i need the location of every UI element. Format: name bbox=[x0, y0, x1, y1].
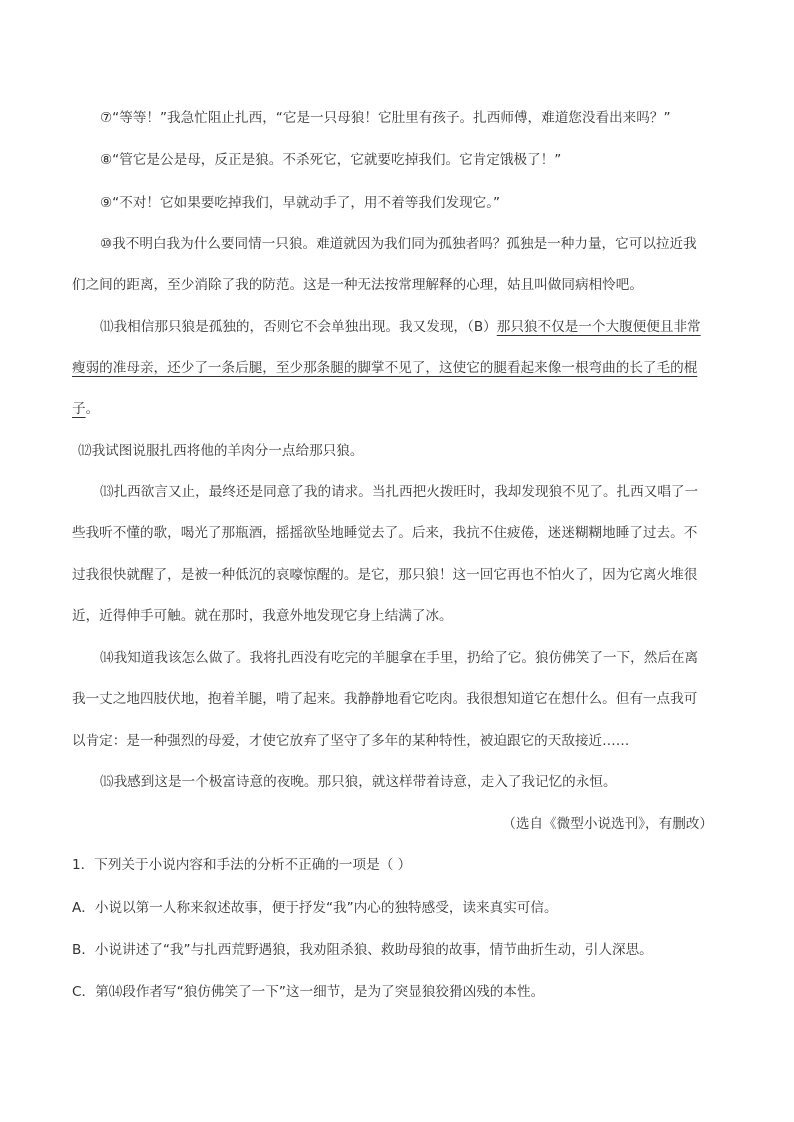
underlined-sentence-b-middle: 瘦弱的准母亲，还少了一条后腿，至少那条腿的脚掌不见了，这使它的腿看起来像一根弯曲的长了毛的棍 bbox=[72, 360, 698, 376]
paragraph-14-line-2: 我一丈之地四肢伏地，抱着羊腿，啃了起来。我静静地看它吃肉。我很想知道它在想什么。但有一点我可 bbox=[72, 691, 698, 707]
paragraph-13-line-2: 些我听不懂的歌，喝光了那瓶酒，摇摇欲坠地睡觉去了。后来，我抗不住疲倦，迷迷糊糊地睡了过去。不 bbox=[72, 525, 698, 541]
paragraph-9: ⑨“不对！它如果要吃掉我们，早就动手了，用不着等我们发现它。” bbox=[100, 195, 501, 211]
option-c: C．第⒁段作者写“狼仿佛笑了一下”这一细节，是为了突显狼狡猾凶残的本性。 bbox=[72, 984, 545, 1000]
paragraph-14-line-1: ⒁我知道我该怎么做了。我将扎西没有吃完的羊腿拿在手里，扔给了它。狼仿佛笑了一下，然后在离 bbox=[100, 650, 699, 666]
option-a: A．小说以第一人称来叙述故事，便于抒发“我”内心的独特感受，读来真实可信。 bbox=[72, 900, 558, 916]
paragraph-15: ⒂我感到这是一个极富诗意的夜晚。那只狼，就这样带着诗意，走入了我记忆的永恒。 bbox=[100, 774, 617, 790]
paragraph-11-line-3: 子。 bbox=[72, 401, 100, 417]
source-citation: （选自《微型小说选刊》，有删改） bbox=[502, 816, 713, 832]
paragraph-14-line-3: 以肯定：是一种强烈的母爱，才使它放弃了坚守了多年的某种特性，被迫跟它的天敌接近…… bbox=[72, 733, 630, 749]
option-b: B．小说讲述了“我”与扎西荒野遇狼，我劝阻杀狼、救助母狼的故事，情节曲折生动，引人深思。 bbox=[72, 942, 653, 958]
paragraph-10-line-2: 们之间的距离，至少消除了我的防范。这是一种无法按常理解释的心理，姑且叫做同病相怜吧。 bbox=[72, 277, 643, 293]
paragraph-13-line-3: 过我很快就醒了，是被一种低沉的哀嚎惊醒的。是它，那只狼！这一回它再也不怕火了，因为它离火堆很 bbox=[72, 567, 698, 583]
paragraph-13-line-1: ⒀扎西欲言又止，最终还是同意了我的请求。当扎西把火拨旺时，我却发现狼不见了。扎西又唱了一 bbox=[100, 484, 699, 500]
paragraph-10-line-1: ⑩我不明白我为什么要同情一只狼。难道就因为我们同为孤独者吗？孤独是一种力量，它可以拉近我 bbox=[100, 236, 697, 252]
paragraph-8: ⑧“管它是公是母，反正是狼。不杀死它，它就要吃掉我们。它肯定饿极了！” bbox=[100, 152, 562, 168]
underlined-sentence-b-start: 那只狼不仅是一个大腹便便且非常 bbox=[496, 319, 701, 335]
paragraph-13-line-4: 近，近得伸手可触。就在那时，我意外地发现它身上结满了冰。 bbox=[72, 608, 453, 624]
question-stem: 1．下列关于小说内容和手法的分析不正确的一项是（ ） bbox=[72, 857, 412, 873]
paragraph-11-line-1 bbox=[100, 317, 701, 337]
paragraph-7: ⑦“等等！”我急忙阻止扎西，“它是一只母狼！它肚里有孩子。扎西师傅，难道您没看出来吗？” bbox=[100, 110, 671, 126]
underlined-sentence-b-end: 子 bbox=[72, 401, 86, 417]
paragraph-11-text: ⑾我相信那只狼是孤独的，否则它不会单独出现。我又发现，（B） bbox=[100, 319, 497, 335]
paragraph-12: ⑿我试图说服扎西将他的羊肉分一点给那只狼。 bbox=[78, 443, 364, 459]
